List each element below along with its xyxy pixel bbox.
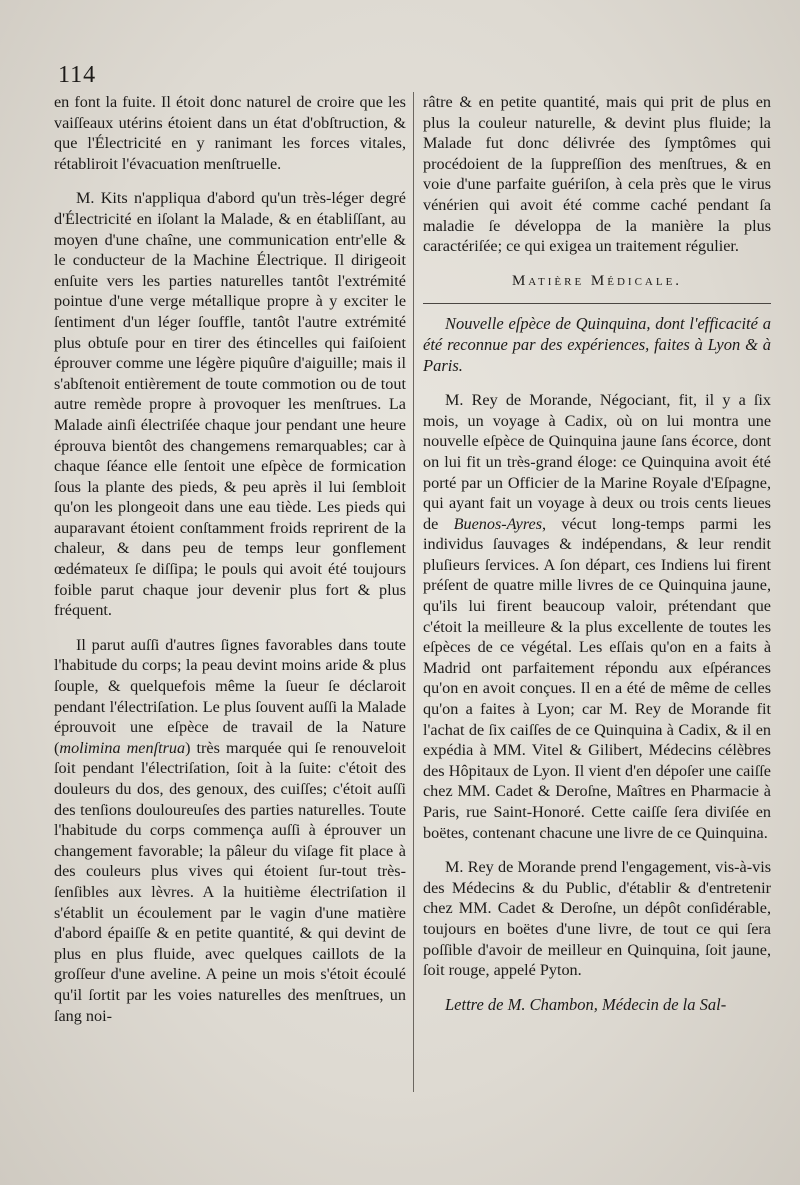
paragraph bbox=[54, 635, 406, 1026]
text-run: M. Rey de Morande, Négociant, fit, il y a ſix mois, un voyage à Cadix, où on lui montra une nouvelle eſpèce de Quinquina jaune ſans écorce, dont on lui fit un très-grand éloge: ce Quinquina avoit été porté par un Officier de la Marine Royale d'Eſpagne, qui ayant fait un voyage à deux ou trois cents lieues de bbox=[423, 391, 771, 533]
paragraph: en font la fuite. Il étoit donc naturel de croire que les vaiſſeaux utérins étoient dans un état d'obſtruction, & que l'Électricité en y ranimant les forces vitales, rétabliroit l'évacuation menſtruelle. bbox=[54, 93, 406, 173]
left-column bbox=[54, 92, 406, 1040]
paragraph bbox=[423, 390, 771, 843]
text-run: , vécut long-temps parmi les individus ſauvages & indépendans, & leur rendit pluſieurs ſervices. A ſon départ, ces Indiens lui firent préſent de quatre mille livres de ce Quinquina jaune, qu'ils lui firent beaucoup valoir, prétendant que c'étoit la meilleure & la plus excellente de toutes les eſpèces de ce végétal. Les eſſais qu'on en a faits à Madrid ont parfaitement répondu aux eſpérances qu'on en avoit conçues. Il en a été de même de celles qu'on a faites à Lyon; car M. Rey de Morande fit l'achat de ſix caiſſes de ce Quinquina à Cadix, & il en expédia à MM. Vitel & Gilibert, Médecins célèbres des Hôpitaux de Lyon. Il vient d'en dépoſer une caiſſe chez MM. Cadet & Deroſne, Maîtres en Pharmacie à Paris, rue Saint-Honoré. Cette caiſſe ſera diviſée en boëtes, contenant chacune une livre de ce Quinquina. bbox=[423, 514, 771, 842]
latin-term: molimina menſtrua bbox=[59, 738, 186, 757]
next-article-title: Lettre de M. Chambon, Médecin de la Sal- bbox=[445, 994, 727, 1014]
page-number: 114 bbox=[58, 62, 97, 88]
column-divider bbox=[413, 92, 414, 1092]
paragraph: M. Rey de Morande prend l'engagement, vis-à-vis des Médecins & du Public, d'établir & d'entretenir chez MM. Cadet & Deroſne, un dépôt conſidérable, toujours en boëtes d'une livre, de tout ce qui ſera poſſible d'avoir de meilleur en Quinquina, ſoit jaune, ſoit rouge, appelé Pyton. bbox=[423, 858, 771, 980]
text-run: ) très marquée qui ſe renouveloit ſoit pendant l'électriſation, ſoit à la ſuite: c'étoit des douleurs du dos, des genoux, des cuiſſes; c'étoit auſſi des tenſions douloureuſes des parties naturelles. Toute l'habitude du corps commença auſſi à éprouver un changement favorable; la pâleur du viſage fit place à des couleurs plus vives qui étoient ſur-tout très-ſenſibles aux lèvres. A la huitième électriſation il s'établit un écoulement par le vagin d'une matière d'abord épaiſſe & en petite quantité, & qui devint de plus en plus fluide, avec quelques caillots de la groſſeur d'une aveline. A peine un mois s'étoit écoulé qu'il ſortit par les voies naturelles des menſtrues, un ſang noi- bbox=[54, 738, 407, 1025]
paragraph: M. Kits n'appliqua d'abord qu'un très-léger degré d'Électricité en iſolant la Malade, & en établiſſant, au moyen d'une chaîne, une communication entr'elle & le conducteur de la Machine Électrique. Il dirigeoit enſuite vers les parties naturelles tantôt l'extrémité pointue d'une verge métallique propre à y exciter le ſentiment d'un léger ſouffle, tantôt l'autre extrémité plus obtuſe pour en tirer des étincelles qui faiſoient éprouver comme une légère piquûre d'aiguille; mais il s'abſtenoit entièrement de toute commotion ou de tout autre remède propre à provoquer les menſtrues. La Malade ainſi électriſée chaque jour pendant une heure éprouva bientôt des changemens remarquables; car à chaque ſéance elle ſentoit une eſpèce de formication ſous la plante des pieds, & peu après il lui ſembloit qu'on les plongeoit dans une eau tiède. Les pieds qui auparavant étoient conſtamment froids reprirent de la chaleur, & dans peu de temps leur gonflement œdémateux ſe diſſipa; le pouls qui avoit été toujours foible parut chaque jour devenir plus fort & plus fréquent. bbox=[54, 189, 406, 620]
article-title: Nouvelle eſpèce de Quinquina, dont l'efficacité a été reconnue par des expériences, faites à Lyon & à Paris. bbox=[423, 314, 771, 375]
place-name: Buenos-Ayres bbox=[453, 514, 543, 533]
paragraph: râtre & en petite quantité, mais qui prit de plus en plus la couleur naturelle, & devint plus fluide; la Malade fut donc délivrée des ſymptômes qui procédoient de la ſuppreſſion des menſtrues, & en voie d'une parfaite guériſon, à cela près que le virus vénérien qui avoit été comme caché pendant ſa maladie ſe développa de la manière la plus caractériſée; ce qui exigea un traitement régulier. bbox=[423, 93, 771, 256]
right-column bbox=[423, 92, 771, 1029]
section-heading: Matière Médicale. bbox=[511, 272, 683, 289]
text-run: Il parut auſſi d'autres ſignes favorables dans toute l'habitude du corps; la peau devint moins aride & plus ſouple, & quelquefois même la ſueur ſe déclaroit pendant l'électriſation. Le plus ſouvent auſſi la Malade éprouvoit une eſpèce de travail de la Nature ( bbox=[54, 635, 406, 757]
section-rule bbox=[423, 303, 771, 304]
